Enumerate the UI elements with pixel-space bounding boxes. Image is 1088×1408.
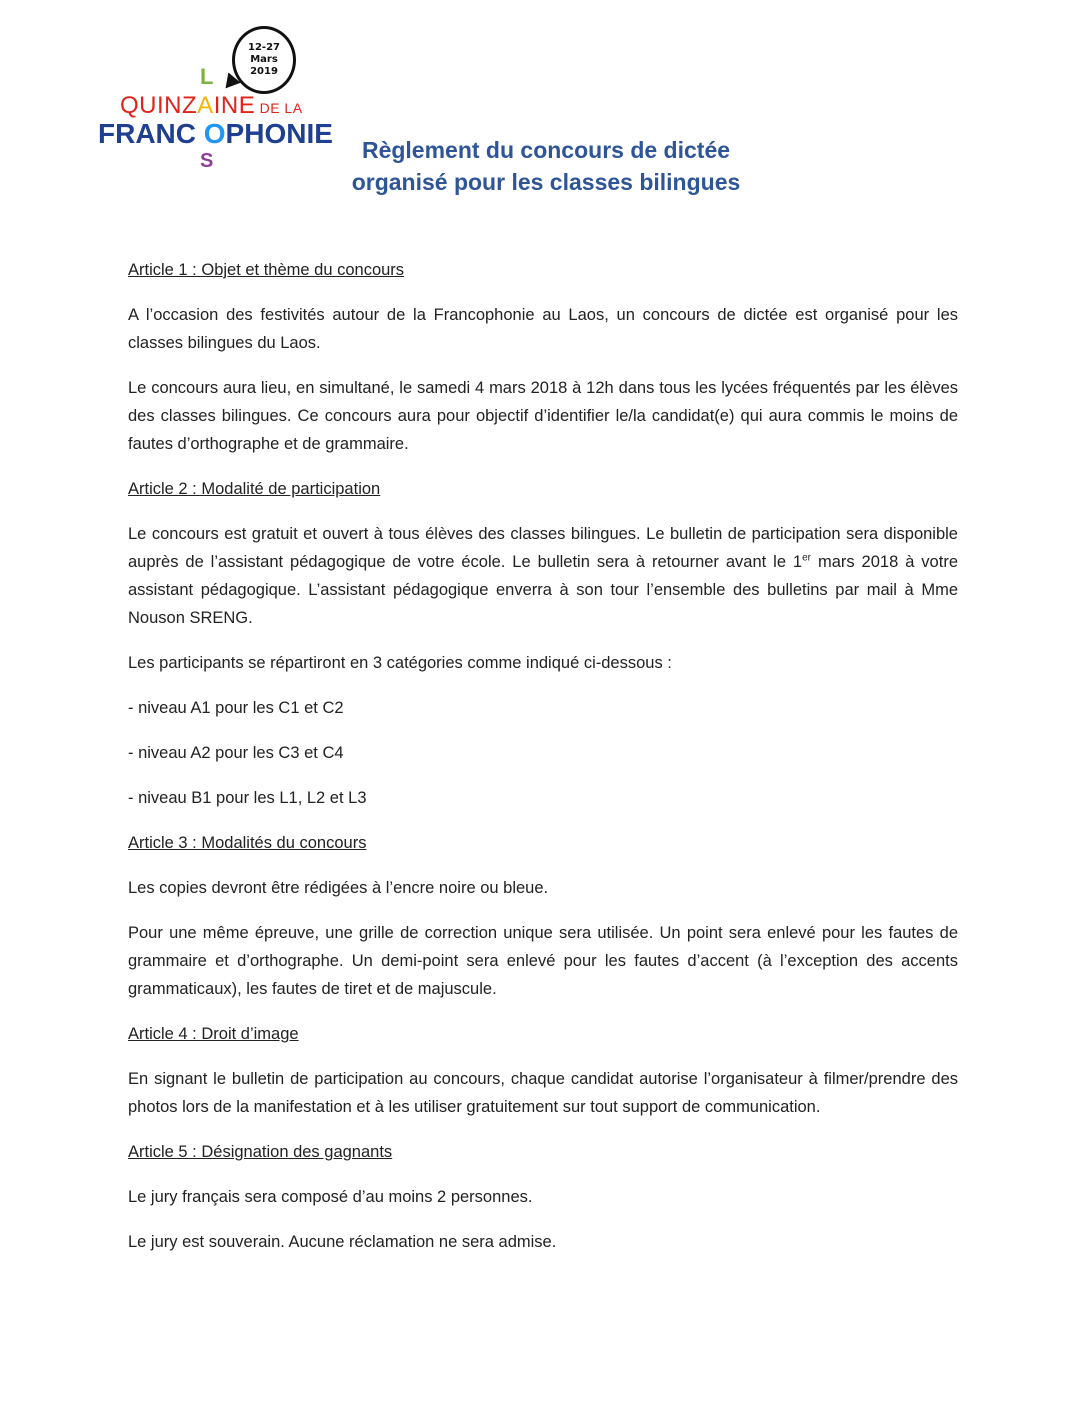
paragraph: A l’occasion des festivités autour de la Francophonie au Laos, un concours de dictée est organisé pour les classes bilingues du Laos. <box>128 306 958 352</box>
text-run: Le concours est gratuit et ouvert à tous élèves des classes bilingues. Le bulletin de participation sera disponible auprès de l’assistant pédagogique de votre école. Le bulletin sera à retourner avant le 1 <box>128 525 958 571</box>
logo-letter-l: L <box>200 64 214 89</box>
title-line-1: Règlement du concours de dictée <box>361 137 731 163</box>
article-5 <box>128 1138 958 1256</box>
paragraph: En signant le bulletin de participation au concours, chaque candidat autorise l’organisateur à filmer/prendre des photos lors de la manifestation et à les utiliser gratuitement sur tout support de communication. <box>128 1070 958 1116</box>
list-item: - niveau A1 pour les C1 et C2 <box>128 699 344 717</box>
paragraph: Le jury français sera composé d’au moins 2 personnes. <box>128 1188 533 1206</box>
paragraph: Les copies devront être rédigées à l’encre noire ou bleue. <box>128 879 549 897</box>
paragraph: Les participants se répartiront en 3 catégories comme indiqué ci-dessous : <box>128 654 672 672</box>
list-item: - niveau A2 pour les C3 et C4 <box>128 744 344 762</box>
logo-quinz-b: A <box>197 92 214 119</box>
paragraph: Pour une même épreuve, une grille de correction unique sera utilisée. Un point sera enlevé pour les fautes de grammaire et d’orthographe. Un demi-point sera enlevé pour les fautes d’accent (à l’exception des accents grammaticaux), les fautes de tiret et de majuscule. <box>128 924 958 998</box>
logo-francophonie <box>98 118 333 150</box>
superscript: er <box>802 552 812 564</box>
logo-franc-c: PHONIE <box>225 118 333 149</box>
paragraph: Le jury est souverain. Aucune réclamation ne sera admise. <box>128 1233 557 1251</box>
article-heading: Article 4 : Droit d’image <box>128 1025 299 1043</box>
bubble-year: 2019 <box>250 66 278 77</box>
logo-de-la: DE LA <box>255 100 303 116</box>
logo-franc-b: O <box>203 118 226 149</box>
article-heading: Article 1 : Objet et thème du concours <box>128 261 405 279</box>
date-speech-bubble <box>232 26 296 94</box>
paragraph: Le concours aura lieu, en simultané, le samedi 4 mars 2018 à 12h dans tous les lycées fréquentés par les élèves des classes bilingues. Ce concours aura pour objectif d’identifier le/la candidat(e) qui aura commis le moins de fautes d’orthographe et de grammaire. <box>128 379 958 453</box>
article-heading: Article 3 : Modalités du concours <box>128 834 367 852</box>
bubble-dates: 12-27 <box>248 42 280 53</box>
title-line-2: organisé pour les classes bilingues <box>351 169 741 195</box>
event-logo <box>98 26 333 186</box>
logo-letter-s: S <box>200 150 214 172</box>
logo-quinz-a: QUINZ <box>120 92 198 119</box>
logo-franc-a: FRANC <box>98 118 204 149</box>
article-4 <box>128 1020 958 1121</box>
bubble-month: Mars <box>250 54 278 65</box>
list-item: - niveau B1 pour les L1, L2 et L3 <box>128 789 367 807</box>
article-heading: Article 2 : Modalité de participation <box>128 480 381 498</box>
logo-quinzaine <box>120 92 303 120</box>
paragraph <box>128 520 958 632</box>
logo-quinz-c: INE <box>213 92 256 119</box>
document-title <box>336 134 756 198</box>
text-run: mars 2018 à votre assistant pédagogique. L’assistant pédagogique enverra à son tour l’ensemble des bulletins par mail à Mme Nouson SRENG. <box>128 553 958 627</box>
article-heading: Article 5 : Désignation des gagnants <box>128 1143 393 1161</box>
article-1 <box>128 256 958 458</box>
document-body <box>128 256 958 1273</box>
article-2 <box>128 475 958 812</box>
article-3 <box>128 829 958 1003</box>
